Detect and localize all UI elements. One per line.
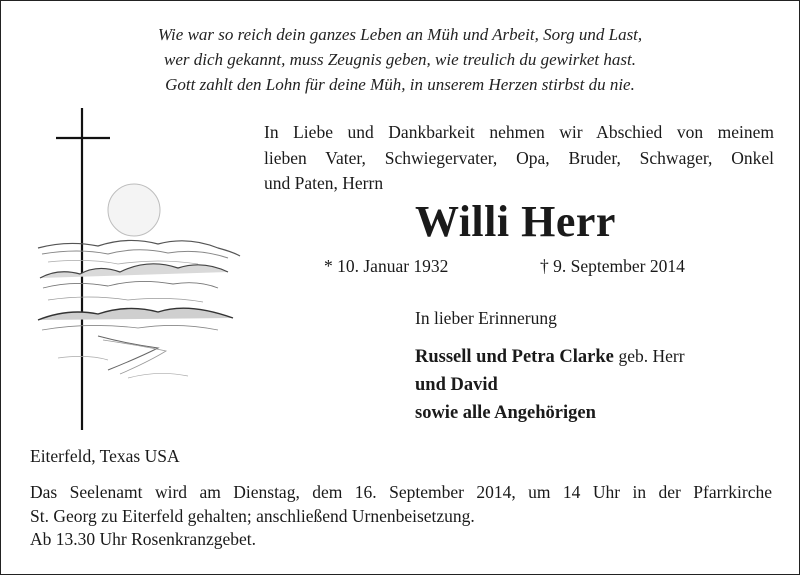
poem-line: Gott zahlt den Lohn für deine Müh, in unserem Herzen stirbst du nie. [165,75,635,94]
in-memory-label: In lieber Erinnerung [415,308,557,328]
death-date: † 9. September 2014 [540,256,685,276]
service-details [30,481,772,552]
place-line: Eiterfeld, Texas USA [30,446,180,466]
poem [0,22,800,97]
poem-line: wer dich gekannt, muss Zeugnis geben, wie treulich du gewirket hast. [164,50,636,69]
service-line: Das Seelenamt wird am Dienstag, dem 16. September 2014, um 14 Uhr in der Pfarrkirche [30,482,772,502]
maiden-name-note: geb. Herr [618,346,685,366]
deceased-name: Willi Herr [415,197,616,246]
mourners-line: sowie alle Angehörigen [415,403,596,423]
service-line: St. Georg zu Eiterfeld gehalten; anschließend Urnenbeisetzung. [30,505,475,526]
mourners-line [415,342,685,371]
intro-line: In Liebe und Dankbarkeit nehmen wir Abschied von meinem [264,122,774,142]
mourners-line: und David [415,375,498,395]
poem-line: Wie war so reich dein ganzes Leben an Müh und Arbeit, Sorg und Last, [157,25,643,44]
birth-date: * 10. Januar 1932 [324,256,449,276]
service-line: Ab 13.30 Uhr Rosenkranzgebet. [30,529,256,549]
mourners [415,342,685,427]
intro-line: und Paten, Herrn [264,173,384,193]
mourners-names: Russell und Petra Clarke [415,347,614,367]
intro-line: lieben Vater, Schwiegervater, Opa, Bruder, Schwager, Onkel [264,147,774,168]
farewell-intro [264,120,774,197]
cross-with-sun-landscape-icon [28,108,258,433]
